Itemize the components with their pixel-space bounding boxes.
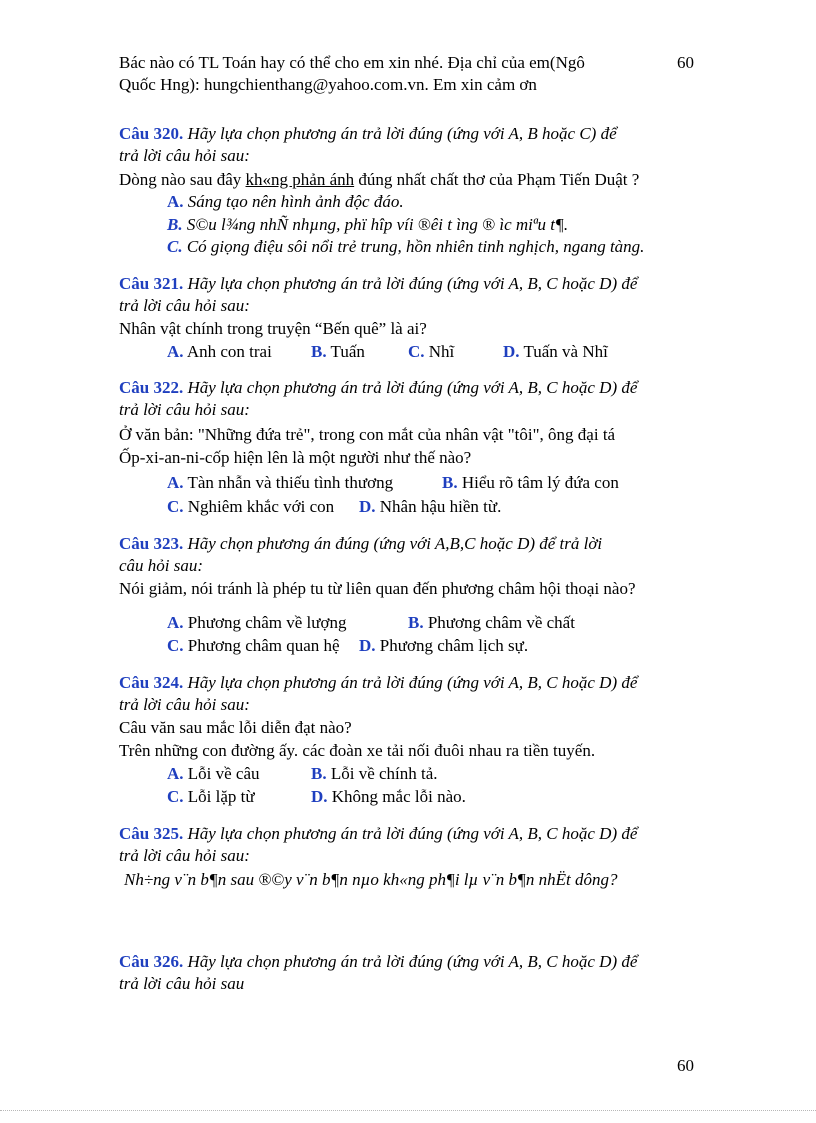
option-text: Phương châm về lượng	[183, 613, 347, 632]
question-322-stem-line-1: Ở văn bản: "Những đứa trẻ", trong con mắt của nhân vật "tôi", ông đại tá	[119, 425, 616, 444]
question-324-stem-line-2: Trên những con đường ấy. các đoàn xe tải nối đuôi nhau ra tiền tuyến.	[119, 741, 596, 760]
option-text: Phương châm quan hệ	[183, 636, 340, 655]
option-320-c	[167, 236, 644, 258]
option-text: Phương châm về chất	[423, 613, 575, 632]
question-323-stem: Nói giảm, nói tránh là phép tu từ liên quan đến phương châm hội thoại nào?	[119, 579, 636, 598]
option-324-a	[167, 763, 260, 785]
option-label: C.	[167, 497, 184, 516]
option-320-b	[167, 214, 568, 236]
option-323-c	[167, 635, 340, 657]
option-322-c	[167, 496, 334, 518]
option-text: Nhĩ	[424, 342, 455, 361]
option-323-a	[167, 612, 346, 634]
stem-text: Dòng nào sau đây	[119, 170, 246, 189]
question-324-stem-line-1: Câu văn sau mắc lỗi diễn đạt nào?	[119, 718, 352, 737]
option-321-b	[311, 341, 365, 363]
option-text: S©u l¾ng nhÑ nhµng, phï hîp víi ®êi t ìng ® ìc miªu t¶.	[182, 215, 569, 234]
question-323-label: Câu 323.	[119, 534, 184, 553]
option-text: Không mắc lỗi nào.	[327, 787, 466, 806]
option-label: C.	[167, 787, 184, 806]
option-label: A.	[167, 473, 184, 492]
option-label: B.	[408, 613, 424, 632]
question-326-instruction	[119, 951, 637, 973]
option-text: Có giọng điệu sôi nổi trẻ trung, hồn nhiên tinh nghịch, ngang tàng.	[182, 237, 645, 256]
header-page-number: 60	[677, 53, 694, 72]
header-line-1: Bác nào có TL Toán hay có thể cho em xin nhé. Địa chỉ của em(Ngô	[119, 53, 585, 72]
question-325-instruction-cont: trả lời câu hỏi sau:	[119, 846, 250, 865]
option-text: Lỗi về câu	[183, 764, 260, 783]
question-324-label: Câu 324.	[119, 673, 184, 692]
option-label: D.	[359, 636, 376, 655]
stem-text: đúng nhất chất thơ của Phạm Tiến Duật ?	[354, 170, 640, 189]
instruction-text: Hãy lựa chọn phương án trả lời đúng (ứng với A, B, C hoặc D) để	[183, 952, 638, 971]
question-320-instruction-text: Hãy lựa chọn phương án trả lời đúng (ứng với A, B hoặc C) để	[183, 124, 617, 143]
instruction-text: Hãy chọn phương án đúng (ứng với A,B,C hoặc D) để trả lời	[183, 534, 603, 553]
option-text: Sáng tạo nên hình ảnh độc đáo.	[183, 192, 404, 211]
question-323-instruction-cont: câu hỏi sau:	[119, 556, 204, 575]
instruction-text: Hãy lựa chọn phương án trả lời đúng (ứng với A, B, C hoặc D) để	[183, 274, 638, 293]
question-325-label: Câu 325.	[119, 824, 184, 843]
option-324-d	[311, 786, 466, 808]
question-323-instruction	[119, 533, 602, 555]
question-322-instruction-cont: trả lời câu hỏi sau:	[119, 400, 250, 419]
option-324-b	[311, 763, 438, 785]
option-322-d	[359, 496, 501, 518]
question-320-instruction-cont: trả lời câu hỏi sau:	[119, 146, 250, 165]
option-label: C.	[167, 636, 184, 655]
question-326-instruction-cont: trả lời câu hỏi sau	[119, 974, 245, 993]
footer-page-number: 60	[677, 1056, 694, 1075]
question-320-stem	[119, 169, 639, 191]
option-321-c	[408, 341, 454, 363]
question-324-instruction-cont: trả lời câu hỏi sau:	[119, 695, 250, 714]
option-label: D.	[311, 787, 328, 806]
question-322-label: Câu 322.	[119, 378, 184, 397]
question-322-stem-line-2: Ốp-xi-an-ni-cốp hiện lên là một người như thế nào?	[119, 448, 472, 467]
instruction-text: Hãy lựa chọn phương án trả lời đúng (ứng với A, B, C hoặc D) để	[183, 673, 638, 692]
instruction-text: Hãy lựa chọn phương án trả lời đúng (ứng với A, B, C hoặc D) để	[183, 378, 638, 397]
option-321-a	[167, 341, 272, 363]
option-label: B.	[442, 473, 458, 492]
option-text: Tuấn và Nhĩ	[519, 342, 608, 361]
question-320-label: Câu 320.	[119, 124, 184, 143]
option-label: B.	[311, 342, 327, 361]
option-text: Nhân hậu hiền từ.	[375, 497, 502, 516]
instruction-text: Hãy lựa chọn phương án trả lời đúng (ứng với A, B, C hoặc D) để	[183, 824, 638, 843]
option-text: Nghiêm khắc với con	[183, 497, 335, 516]
option-label: D.	[359, 497, 376, 516]
option-text: Tuấn	[326, 342, 365, 361]
stem-underlined-text: kh«ng phản ánh	[245, 170, 355, 189]
option-label: C.	[408, 342, 425, 361]
option-text: Lỗi lặp từ	[183, 787, 255, 806]
option-label: A.	[167, 342, 184, 361]
option-323-d	[359, 635, 528, 657]
question-322-instruction	[119, 377, 637, 399]
option-label: B.	[311, 764, 327, 783]
question-321-instruction-cont: trả lời câu hỏi sau:	[119, 296, 250, 315]
option-text: Anh con trai	[183, 342, 272, 361]
question-324-instruction	[119, 672, 637, 694]
question-321-instruction	[119, 273, 637, 295]
option-label: A.	[167, 192, 184, 211]
question-321-label: Câu 321.	[119, 274, 184, 293]
option-322-a	[167, 472, 393, 494]
question-325-instruction	[119, 823, 637, 845]
option-label: D.	[503, 342, 520, 361]
option-322-b	[442, 472, 619, 494]
option-label: A.	[167, 764, 184, 783]
option-320-a	[167, 191, 404, 213]
option-text: Hiểu rõ tâm lý đứa con	[457, 473, 619, 492]
option-text: Tàn nhẫn và thiếu tình thương	[183, 473, 394, 492]
question-325-stem: Nh÷ng v¨n b¶n sau ®©y v¨n b¶n nµo kh«ng ph¶i lµ v¨n b¶n nhËt dông?	[124, 870, 618, 889]
option-324-c	[167, 786, 255, 808]
header-line-2: Quốc Hng): hungchienthang@yahoo.com.vn. Em xin cảm ơn	[119, 75, 537, 94]
option-text: Lỗi về chính tả.	[326, 764, 438, 783]
option-321-d	[503, 341, 608, 363]
page-bottom-divider	[0, 1110, 816, 1111]
question-326-label: Câu 326.	[119, 952, 184, 971]
question-321-stem: Nhân vật chính trong truyện “Bến quê” là ai?	[119, 319, 427, 338]
question-320-instruction	[119, 123, 617, 145]
option-text: Phương châm lịch sự.	[375, 636, 529, 655]
option-label: C.	[167, 237, 183, 256]
option-323-b	[408, 612, 575, 634]
option-label: B.	[167, 215, 183, 234]
option-label: A.	[167, 613, 184, 632]
